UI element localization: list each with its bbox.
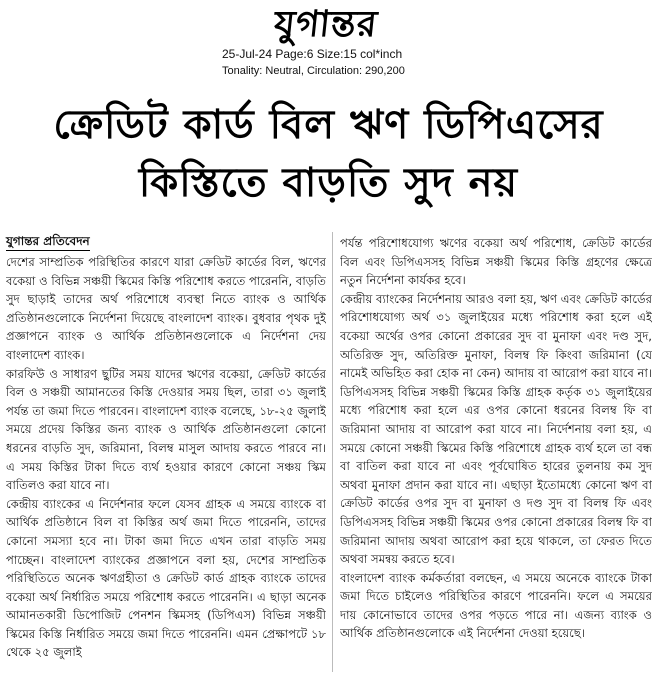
article-column-right [340, 234, 652, 674]
headline-line-2: কিস্তিতে বাড়তি সুদ নয় [138, 160, 519, 206]
article-paragraph: দেশের সাম্প্রতিক পরিস্থিতির কারণে যারা ক্রেডিট কার্ডের বিল, ঋণের বকেয়া ও বিভিন্ন সঞ্চয়ী স্কিমের কিস্তি পরিশোধ করতে পারেননি, বাড়তি সুদ ছাড়াই তাদের অর্থ পরিশোধে ব্যবস্থা নিতে ব্যাংক ও আর্থিক প্রতিষ্ঠানগুলোকে নির্দেশনা দিয়েছে বাংলাদেশ ব্যাংক। বুধবার পৃথক দুই প্রজ্ঞাপনে ব্যাংক ও আর্থিক প্রতিষ্ঠানগুলোকে এ নির্দেশনা দেয় বাংলাদেশ ব্যাংক। [6, 255, 326, 362]
article-paragraph: কারফিউ ও সাধারণ ছুটির সময় যাদের ঋণের বকেয়া, ক্রেডিট কার্ডের বিল ও সঞ্চয়ী আমানতের কিস্তি দেওয়ার সময় ছিল, তারা ৩১ জুলাই পর্যন্ত তা জমা দিতে পারবেন। বাংলাদেশ ব্যাংক বলেছে, ১৮-২৫ জুলাই সময়ে প্রদেয় কিস্তির জন্য ব্যাংক ও আর্থিক প্রতিষ্ঠানগুলো কোনো ধরনের বাড়তি সুদ, জরিমানা, বিলম্ব মাসুল আদায় করতে পারবে না। এ সময় কিস্তির টাকা দিতে ব্যর্থ হওয়ার কারণে কোনো সঞ্চয় স্কিম বাতিলও করা যাবে না। [6, 366, 326, 493]
clipping-tonality-line: Tonality: Neutral, Circulation: 290,200 [222, 65, 405, 77]
clipping-meta-line: 25-Jul-24 Page:6 Size:15 col*inch [222, 47, 403, 61]
article-paragraph: কেন্দ্রীয় ব্যাংকের এ নির্দেশনার ফলে যেসব গ্রাহক এ সময়ে ব্যাংকে বা আর্থিক প্রতিষ্ঠানে বিল বা কিস্তির অর্থ জমা দিতে পারেননি, তাদের কোনো সমস্যা হবে না। টাকা জমা দিতে এখন তারা বাড়তি সময় পাচ্ছেন। বাংলাদেশ ব্যাংকের প্রজ্ঞাপনে বলা হয়, দেশের সাম্প্রতিক পরিস্থিতিতে অনেক ঋণগ্রহীতা ও ক্রেডিট কার্ড গ্রাহক ব্যাংকে তাদের বকেয়া অর্থ নির্ধারিত সময়ে পরিশোধ করতে পারেননি। এ ছাড়া অনেক আমানতকারী ডিপোজিট পেনশন স্কিমসহ (ডিপিএস) বিভিন্ন সঞ্চয়ী স্কিমের কিস্তি নির্ধারিত সময়ে জমা দিতে পারেননি। এমন প্রেক্ষাপটে ১৮ থেকে ২৫ জুলাই [6, 496, 326, 660]
newspaper-logo: যুগান্তর [272, 3, 380, 45]
article-paragraph: কেন্দ্রীয় ব্যাংকের নির্দেশনায় আরও বলা হয়, ঋণ এবং ক্রেডিট কার্ডের পরিশোধযোগ্য অর্থ ৩১ জুলাইয়ের মধ্যে পরিশোধ করা হলে এই বকেয়া অর্থের ওপর কোনো প্রকারের সুদ বা মুনাফা এবং দণ্ড সুদ, অতিরিক্ত সুদ, অতিরিক্ত মুনাফা, বিলম্ব ফি কিংবা জরিমানা (যে নামেই অভিহিত করা হোক না কেন) আদায় বা আরোপ করা যাবে না। ডিপিএসসহ বিভিন্ন সঞ্চয়ী স্কিমের কিস্তি গ্রাহক কর্তৃক ৩১ জুলাইয়ের মধ্যে পরিশোধ করা হলে এর ওপর কোনো ধরনের বিলম্ব ফি বা জরিমানা আদায় বা আরোপ করা যাবে না। নির্দেশনায় বলা হয়, এ সময়ে কোনো সঞ্চয়ী স্কিমের কিস্তি পরিশোধে গ্রাহক ব্যর্থ হলে তা বন্ধ বা বাতিল করা যাবে না এবং পূর্বঘোষিত হারের তুলনায় কম সুদ অথবা মুনাফা প্রদান করা যাবে না। এছাড়া ইতোমধ্যে কোনো ঋণ বা ক্রেডিট কার্ডের ওপর সুদ বা মুনাফা ও দণ্ড সুদ বা বিলম্ব ফি এবং ডিপিএসসহ বিভিন্ন সঞ্চয়ী স্কিমের ওপর কোনো প্রকারের বিলম্ব ফি বা জরিমানা আদায় অথবা আরোপ করা হয়ে থাকলে, তা ফেরত দিতে অথবা সমন্বয় করতে হবে। [340, 291, 652, 567]
article-column-left [6, 253, 326, 673]
masthead [0, 0, 657, 90]
byline: যুগান্তর প্রতিবেদন [6, 234, 90, 251]
article-headline [0, 96, 657, 212]
article-paragraph: বাংলাদেশ ব্যাংক কর্মকর্তারা বলছেন, এ সময়ে অনেকে ব্যাংকে টাকা জমা দিতে চাইলেও পরিস্থিতির কারণে পারেননি। ফলে এ সময়ের দায় কোনোভাবে তাদের ওপর পড়তে পারে না। এজন্য ব্যাংক ও আর্থিক প্রতিষ্ঠানগুলোকে এই নির্দেশনা দেওয়া হয়েছে। [340, 570, 652, 641]
article-paragraph: পর্যন্ত পরিশোধযোগ্য ঋণের বকেয়া অর্থ পরিশোধ, ক্রেডিট কার্ডের বিল এবং ডিপিএসসহ বিভিন্ন সঞ্চয়ী স্কিমের কিস্তি গ্রহণের ক্ষেত্রে নতুন নির্দেশনা কার্যকর হবে। [340, 236, 652, 288]
headline-line-1: ক্রেডিট কার্ড বিল ঋণ ডিপিএসের [53, 102, 604, 148]
column-divider [332, 232, 333, 672]
